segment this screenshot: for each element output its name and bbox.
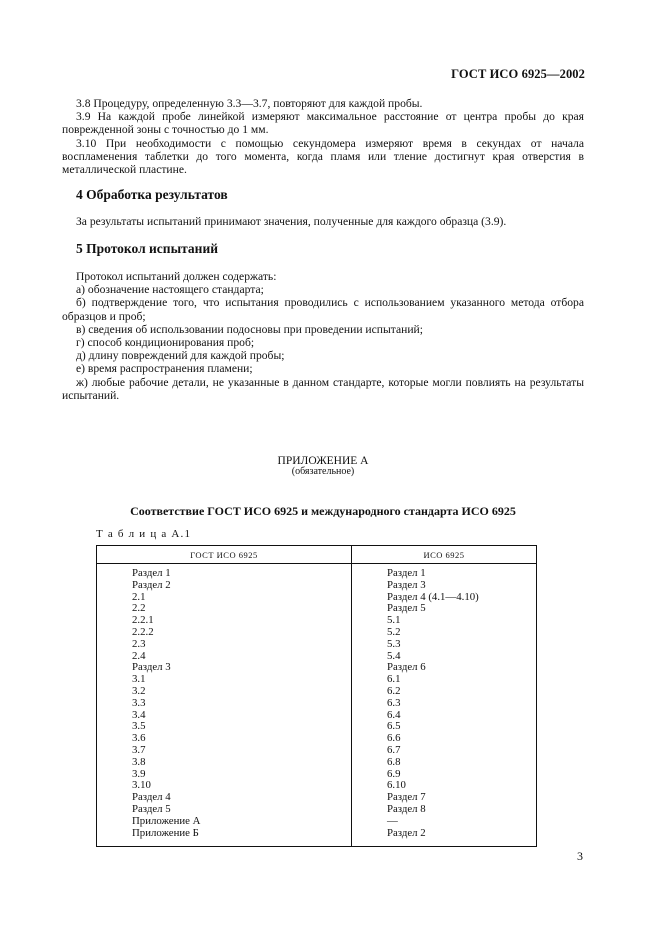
- list-item: г) способ кондиционирования проб;: [76, 336, 255, 350]
- table-cell-line: 3.5: [132, 720, 146, 733]
- section-5-intro: Протокол испытаний должен содержать:: [76, 270, 277, 283]
- table-cell-line: 3.8: [132, 755, 146, 768]
- table-cell-line: 5.2: [387, 625, 401, 638]
- table-row: [97, 564, 537, 847]
- section-5-heading: 5 Протокол испытаний: [76, 241, 219, 256]
- table-cell-line: Раздел 3: [132, 661, 171, 674]
- table-cell-line: Раздел 4 (4.1—4.10): [387, 590, 479, 603]
- table-cell-line: 6.1: [387, 673, 401, 686]
- table-cell-line: Раздел 2: [132, 578, 171, 591]
- table-cell-line: 3.2: [132, 684, 146, 697]
- table-cell-line: 5.1: [387, 614, 401, 627]
- page-number: 3: [577, 849, 583, 863]
- list-item: д) длину повреждений для каждой пробы;: [76, 349, 285, 363]
- table-cell-line: 3.4: [132, 708, 146, 721]
- table-cell-line: 6.6: [387, 732, 401, 745]
- table-cell-line: Раздел 2: [387, 826, 426, 839]
- table-cell-line: 6.8: [387, 755, 401, 768]
- paragraph-3-8: 3.8 Процедуру, определенную 3.3—3.7, повторяют для каждой пробы.: [76, 97, 423, 110]
- table-cell-line: Раздел 8: [387, 802, 426, 815]
- annex-heading: Соответствие ГОСТ ИСО 6925 и международного стандарта ИСО 6925: [130, 504, 516, 518]
- section-4-text: За результаты испытаний принимают значения, полученные для каждого образца (3.9).: [76, 215, 507, 228]
- column-header-gost: ГОСТ ИСО 6925: [97, 546, 352, 564]
- table-header-row: [97, 546, 537, 564]
- table-cell-line: 3.10: [132, 779, 151, 792]
- annex-title: ПРИЛОЖЕНИЕ А: [277, 455, 369, 467]
- list-item: в) сведения об использовании подосновы при проведении испытаний;: [76, 322, 423, 336]
- table-cell-line: Раздел 5: [387, 602, 426, 615]
- table-caption: Т а б л и ц а А.1: [96, 528, 192, 540]
- list-item: е) время распространения пламени;: [76, 362, 253, 376]
- section-5-body: [62, 270, 584, 402]
- list-item: б) подтверждение того, что испытания проводились с использованием указанного метода отбора образцов и проб;: [62, 296, 584, 323]
- table-cell-line: Раздел 7: [387, 791, 426, 804]
- table-cell-line: 2.4: [132, 649, 146, 662]
- gost-clauses-cell: [97, 564, 352, 847]
- correspondence-table: [96, 545, 537, 847]
- table-cell-line: Раздел 6: [387, 661, 426, 674]
- table-cell-line: Раздел 3: [387, 578, 426, 591]
- table-cell-line: Раздел 1: [387, 567, 426, 579]
- section-4-heading: 4 Обработка результатов: [76, 187, 228, 202]
- paragraph-3-9: 3.9 На каждой пробе линейкой измеряют максимальное расстояние от центра пробы до края поврежденной зоны с точностью до 1 мм.: [62, 110, 584, 137]
- table-cell-line: 6.2: [387, 684, 401, 697]
- table-cell-line: Раздел 1: [132, 567, 171, 579]
- table-cell-line: 6.5: [387, 720, 401, 733]
- column-header-iso: ИСО 6925: [352, 546, 537, 564]
- table-cell-line: 6.7: [387, 743, 401, 756]
- table-cell-line: 2.2.1: [132, 614, 154, 627]
- table-cell-line: 2.2.2: [132, 625, 154, 638]
- document-header: ГОСТ ИСО 6925—2002: [451, 67, 585, 81]
- table-cell-line: 2.1: [132, 590, 146, 603]
- table-cell-line: 3.3: [132, 696, 146, 709]
- list-item: а) обозначение настоящего стандарта;: [76, 283, 264, 297]
- table-cell-line: 3.1: [132, 673, 146, 686]
- table-cell-line: 6.10: [387, 779, 406, 792]
- annex-note: (обязательное): [291, 466, 355, 477]
- iso-clauses-cell: [352, 564, 537, 847]
- table-cell-line: 2.3: [132, 637, 146, 650]
- table-cell-line: 5.3: [387, 637, 401, 650]
- list-item: ж) любые рабочие детали, не указанные в данном стандарте, которые могли повлиять на результаты испытаний.: [62, 375, 584, 402]
- procedure-paragraphs: [62, 97, 584, 176]
- table-cell-line: 3.6: [132, 732, 146, 745]
- table-cell-line: 3.7: [132, 743, 146, 756]
- table-cell-line: Раздел 5: [132, 802, 171, 815]
- table-cell-line: —: [387, 814, 398, 827]
- table-cell-line: Раздел 4: [132, 791, 171, 804]
- paragraph-3-10: 3.10 При необходимости с помощью секундомера измеряют время в секундах от начала воспламенения таблетки до того момента, когда пламя или тление достигнут края отверстия в металлической пластине.: [62, 136, 584, 177]
- section-4-body: [62, 215, 584, 228]
- table-cell-line: 6.3: [387, 696, 401, 709]
- table-cell-line: 6.9: [387, 767, 401, 780]
- table-cell-line: 5.4: [387, 649, 401, 662]
- table-cell-line: 3.9: [132, 767, 146, 780]
- table-cell-line: 2.2: [132, 602, 146, 615]
- table-cell-line: 6.4: [387, 708, 401, 721]
- table-cell-line: Приложение Б: [132, 826, 199, 839]
- table-cell-line: Приложение А: [132, 814, 201, 827]
